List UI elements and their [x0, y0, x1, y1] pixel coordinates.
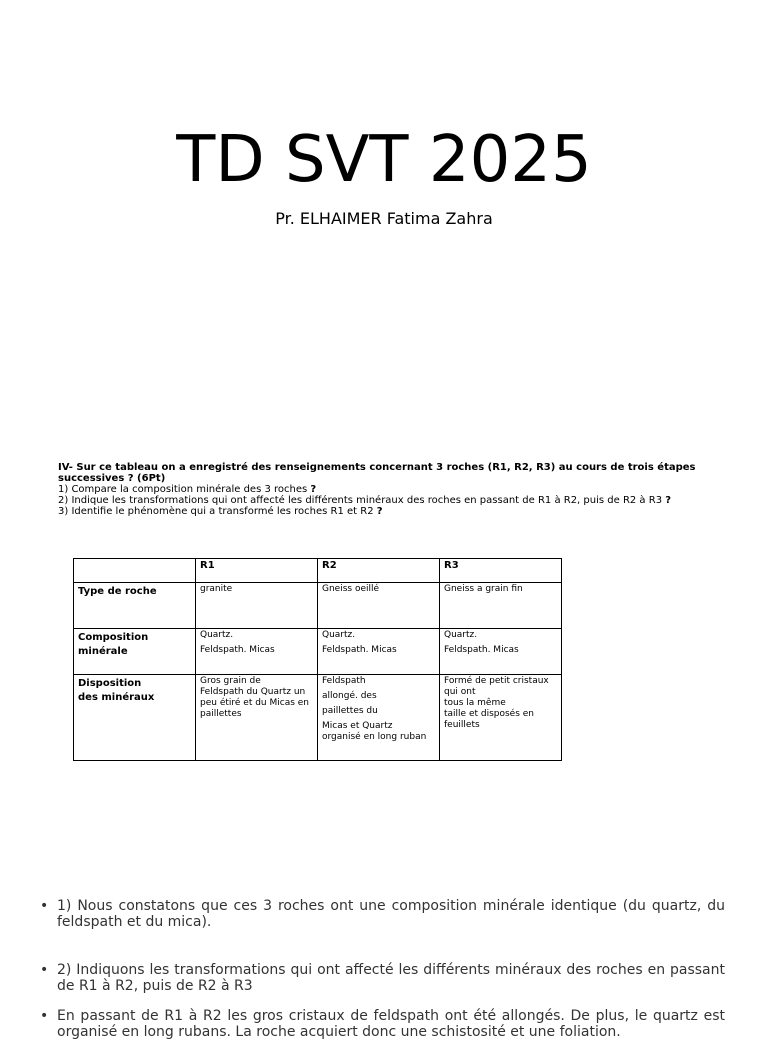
list-item [40, 962, 725, 994]
cell-line: taille et disposés en [444, 709, 535, 719]
table-cell [440, 629, 562, 675]
answer-text: 1) Nous constatons que ces 3 roches ont une composition minérale identique (du quartz, du feldspath et du mica). [57, 898, 725, 930]
list-item [40, 898, 725, 930]
question-text: 2) Indique les transformations qui ont affecté les différents minéraux des roches en passant de R1 à R2, puis de R2 à R3 [58, 495, 663, 506]
table-cell [196, 629, 318, 675]
table-header-row [74, 559, 562, 583]
author-subtitle: Pr. ELHAIMER Fatima Zahra [275, 209, 493, 228]
question-3 [58, 506, 723, 517]
table-row [74, 583, 562, 629]
cell-line: Quartz. [322, 630, 356, 640]
cell-line: Quartz. [200, 630, 234, 640]
answers-list [40, 898, 725, 1040]
cell-line: feuillets [444, 720, 480, 730]
cell-line: Feldspath du Quartz un [200, 687, 306, 697]
question-text: 1) Compare la composition minérale des 3 roches [58, 484, 308, 495]
exercise-block [58, 462, 723, 517]
question-mark: ? [310, 484, 317, 495]
row-label [74, 629, 196, 675]
table-cell [196, 675, 318, 761]
label-line: des minéraux [78, 692, 155, 703]
table-cell [440, 675, 562, 761]
cell-line: organisé en long ruban [322, 732, 427, 742]
answer-text: En passant de R1 à R2 les gros cristaux de feldspath ont été allongés. De plus, le quartz est organisé en long rubans. La roche acquiert donc une schistosité et une foliation. [57, 1008, 725, 1040]
cell-line: allongé. des [322, 691, 377, 701]
cell-line: Gneiss oeillé [322, 584, 380, 594]
cell-line: Formé de petit cristaux [444, 676, 549, 686]
table-cell [440, 583, 562, 629]
label-line: minérale [78, 646, 128, 657]
question-2 [58, 495, 723, 506]
question-mark: ? [376, 506, 383, 517]
row-label [74, 675, 196, 761]
cell-line: Feldspath. Micas [200, 645, 275, 655]
exercise-heading: IV- Sur ce tableau on a enregistré des renseignements concernant 3 roches (R1, R2, R3) au cours de trois étapes successives ? (6Pt) [58, 462, 696, 484]
label-line: Composition [78, 632, 149, 643]
bullet-icon: • [40, 1008, 49, 1024]
table-cell [318, 629, 440, 675]
table-row [74, 675, 562, 761]
page-title: TD SVT 2025 [176, 123, 592, 197]
cell-line: Feldspath [322, 676, 366, 686]
cell-line: tous la même [444, 698, 506, 708]
row-label [74, 583, 196, 629]
rocks-table [73, 558, 562, 761]
list-item [40, 1008, 725, 1040]
header-cell-empty [74, 559, 196, 583]
cell-line: qui ont [444, 687, 476, 697]
question-1 [58, 484, 723, 495]
cell-line: peu étiré et du Micas en [200, 698, 310, 708]
cell-line: Quartz. [444, 630, 478, 640]
answer-text: 2) Indiquons les transformations qui ont affecté les différents minéraux des roches en passant de R1 à R2, puis de R2 à R3 [57, 962, 725, 994]
label-line: Type de roche [78, 586, 157, 597]
cell-line: Gneiss a grain fin [444, 584, 523, 594]
question-text: 3) Identifie le phénomène qui a transformé les roches R1 et R2 [58, 506, 374, 517]
cell-line: Feldspath. Micas [322, 645, 397, 655]
header-cell-r1: R1 [196, 559, 318, 583]
cell-line: Gros grain de [200, 676, 261, 686]
cell-line: paillettes [200, 709, 242, 719]
header-cell-r3: R3 [440, 559, 562, 583]
bullet-icon: • [40, 962, 49, 978]
table-cell [318, 583, 440, 629]
cell-line: granite [200, 584, 233, 594]
bullet-icon: • [40, 898, 49, 914]
cell-line: Micas et Quartz [322, 721, 393, 731]
table-cell [196, 583, 318, 629]
question-mark: ? [665, 495, 672, 506]
header-cell-r2: R2 [318, 559, 440, 583]
cell-line: paillettes du [322, 706, 378, 716]
table-row [74, 629, 562, 675]
table-cell [318, 675, 440, 761]
label-line: Disposition [78, 678, 142, 689]
cell-line: Feldspath. Micas [444, 645, 519, 655]
